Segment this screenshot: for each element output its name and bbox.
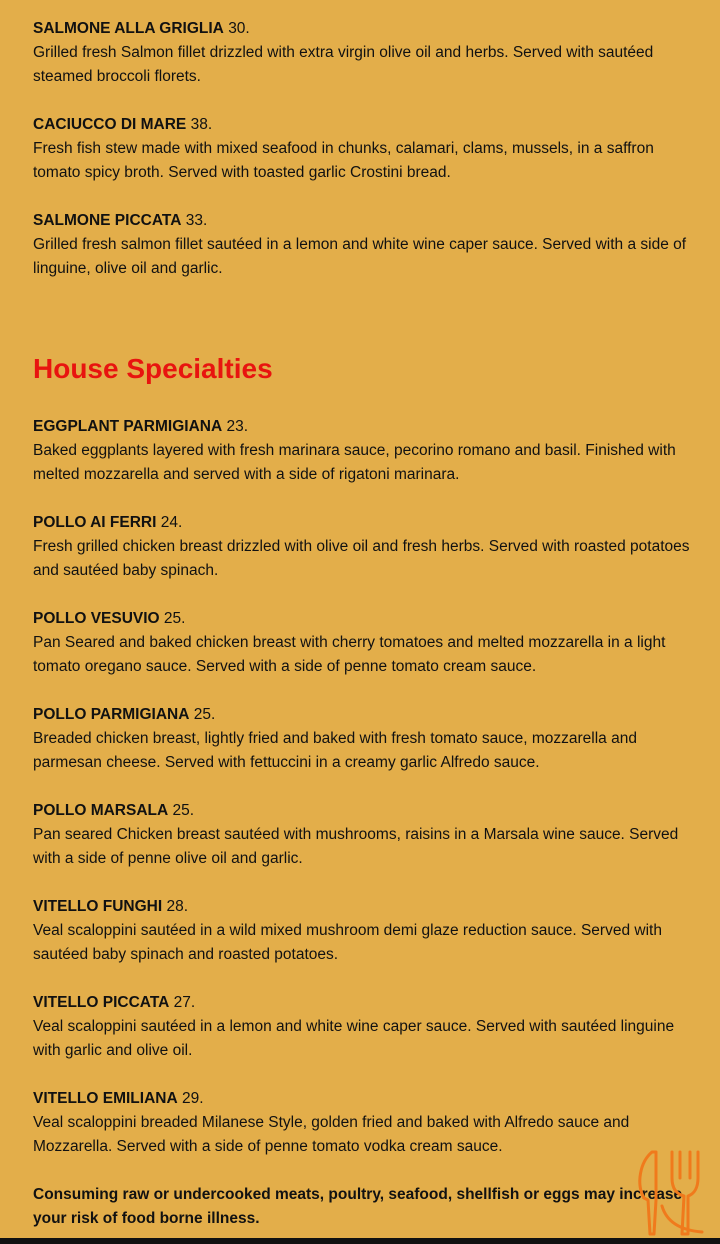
- item-price: 33.: [185, 212, 208, 229]
- item-name: CACIUCCO DI MARE: [33, 116, 187, 133]
- item-price: 24.: [160, 514, 183, 531]
- menu-item: [33, 1087, 693, 1159]
- item-price: 30.: [228, 20, 250, 37]
- item-description: Pan seared Chicken breast sautéed with mushrooms, raisins in a Marsala wine sauce. Served with a side of penne olive oil and garlic.: [33, 826, 679, 867]
- menu-item: [33, 991, 693, 1063]
- item-price: 23.: [226, 418, 249, 435]
- menu-item: [33, 113, 693, 185]
- menu-item: [33, 703, 693, 775]
- menu-item: [33, 895, 693, 967]
- item-description: Fresh grilled chicken breast drizzled with olive oil and fresh herbs. Served with roasted potatoes and sautéed baby spinach.: [33, 538, 690, 579]
- item-price: 25.: [163, 610, 186, 627]
- item-name: VITELLO PICCATA: [33, 994, 170, 1011]
- menu-item: [33, 17, 693, 89]
- item-name: POLLO VESUVIO: [33, 610, 160, 627]
- item-description: Breaded chicken breast, lightly fried and baked with fresh tomato sauce, mozzarella and parmesan cheese. Served with fettuccini in a creamy garlic Alfredo sauce.: [33, 730, 637, 771]
- item-name: POLLO PARMIGIANA: [33, 706, 190, 723]
- menu-section-house-specialties: [33, 351, 693, 1159]
- menu-item: [33, 511, 693, 583]
- item-price: 29.: [181, 1090, 204, 1107]
- item-price: 27.: [173, 994, 196, 1011]
- item-name: SALMONE ALLA GRIGLIA: [33, 20, 224, 37]
- section-spacer: [33, 305, 693, 351]
- menu-item: [33, 415, 693, 487]
- item-description: Grilled fresh Salmon fillet drizzled with extra virgin olive oil and herbs. Served with sautéed steamed broccoli florets.: [33, 44, 654, 85]
- item-name: POLLO MARSALA: [33, 802, 169, 819]
- item-name: SALMONE PICCATA: [33, 212, 182, 229]
- item-description: Pan Seared and baked chicken breast with cherry tomatoes and melted mozzarella in a light tomato oregano sauce. Served with a side of penne tomato cream sauce.: [33, 634, 666, 675]
- menu-item: [33, 799, 693, 871]
- food-safety-notice: Consuming raw or undercooked meats, poultry, seafood, shellfish or eggs may increase your risk of food borne illness.: [33, 1186, 683, 1227]
- item-description: Baked eggplants layered with fresh marinara sauce, pecorino romano and basil. Finished with melted mozzarella and served with a side of rigatoni marinara.: [33, 442, 676, 483]
- item-name: VITELLO EMILIANA: [33, 1090, 178, 1107]
- item-price: 25.: [172, 802, 195, 819]
- fork-knife-icon: [632, 1148, 706, 1236]
- item-name: POLLO AI FERRI: [33, 514, 157, 531]
- item-description: Veal scaloppini sautéed in a lemon and white wine caper sauce. Served with sautéed linguine with garlic and olive oil.: [33, 1018, 675, 1059]
- item-name: VITELLO FUNGHI: [33, 898, 163, 915]
- item-price: 25.: [193, 706, 216, 723]
- item-description: Veal scaloppini sautéed in a wild mixed mushroom demi glaze reduction sauce. Served with sautéed baby spinach and roasted potatoes.: [33, 922, 662, 963]
- menu-section-seafood: [33, 17, 693, 281]
- bottom-bar: [0, 1238, 720, 1244]
- menu-item: [33, 209, 693, 281]
- item-description: Veal scaloppini breaded Milanese Style, golden fried and baked with Alfredo sauce and Mozzarella. Served with a side of penne tomato vodka cream sauce.: [33, 1114, 630, 1155]
- section-title: House Specialties: [33, 353, 273, 384]
- item-price: 28.: [166, 898, 189, 915]
- item-description: Fresh fish stew made with mixed seafood in chunks, calamari, clams, mussels, in a saffron tomato spicy broth. Served with toasted garlic Crostini bread.: [33, 140, 654, 181]
- menu-item: [33, 607, 693, 679]
- item-description: Grilled fresh salmon fillet sautéed in a lemon and white wine caper sauce. Served with a side of linguine, olive oil and garlic.: [33, 236, 687, 277]
- menu-content: [33, 17, 693, 1231]
- item-name: EGGPLANT PARMIGIANA: [33, 418, 223, 435]
- item-price: 38.: [190, 116, 213, 133]
